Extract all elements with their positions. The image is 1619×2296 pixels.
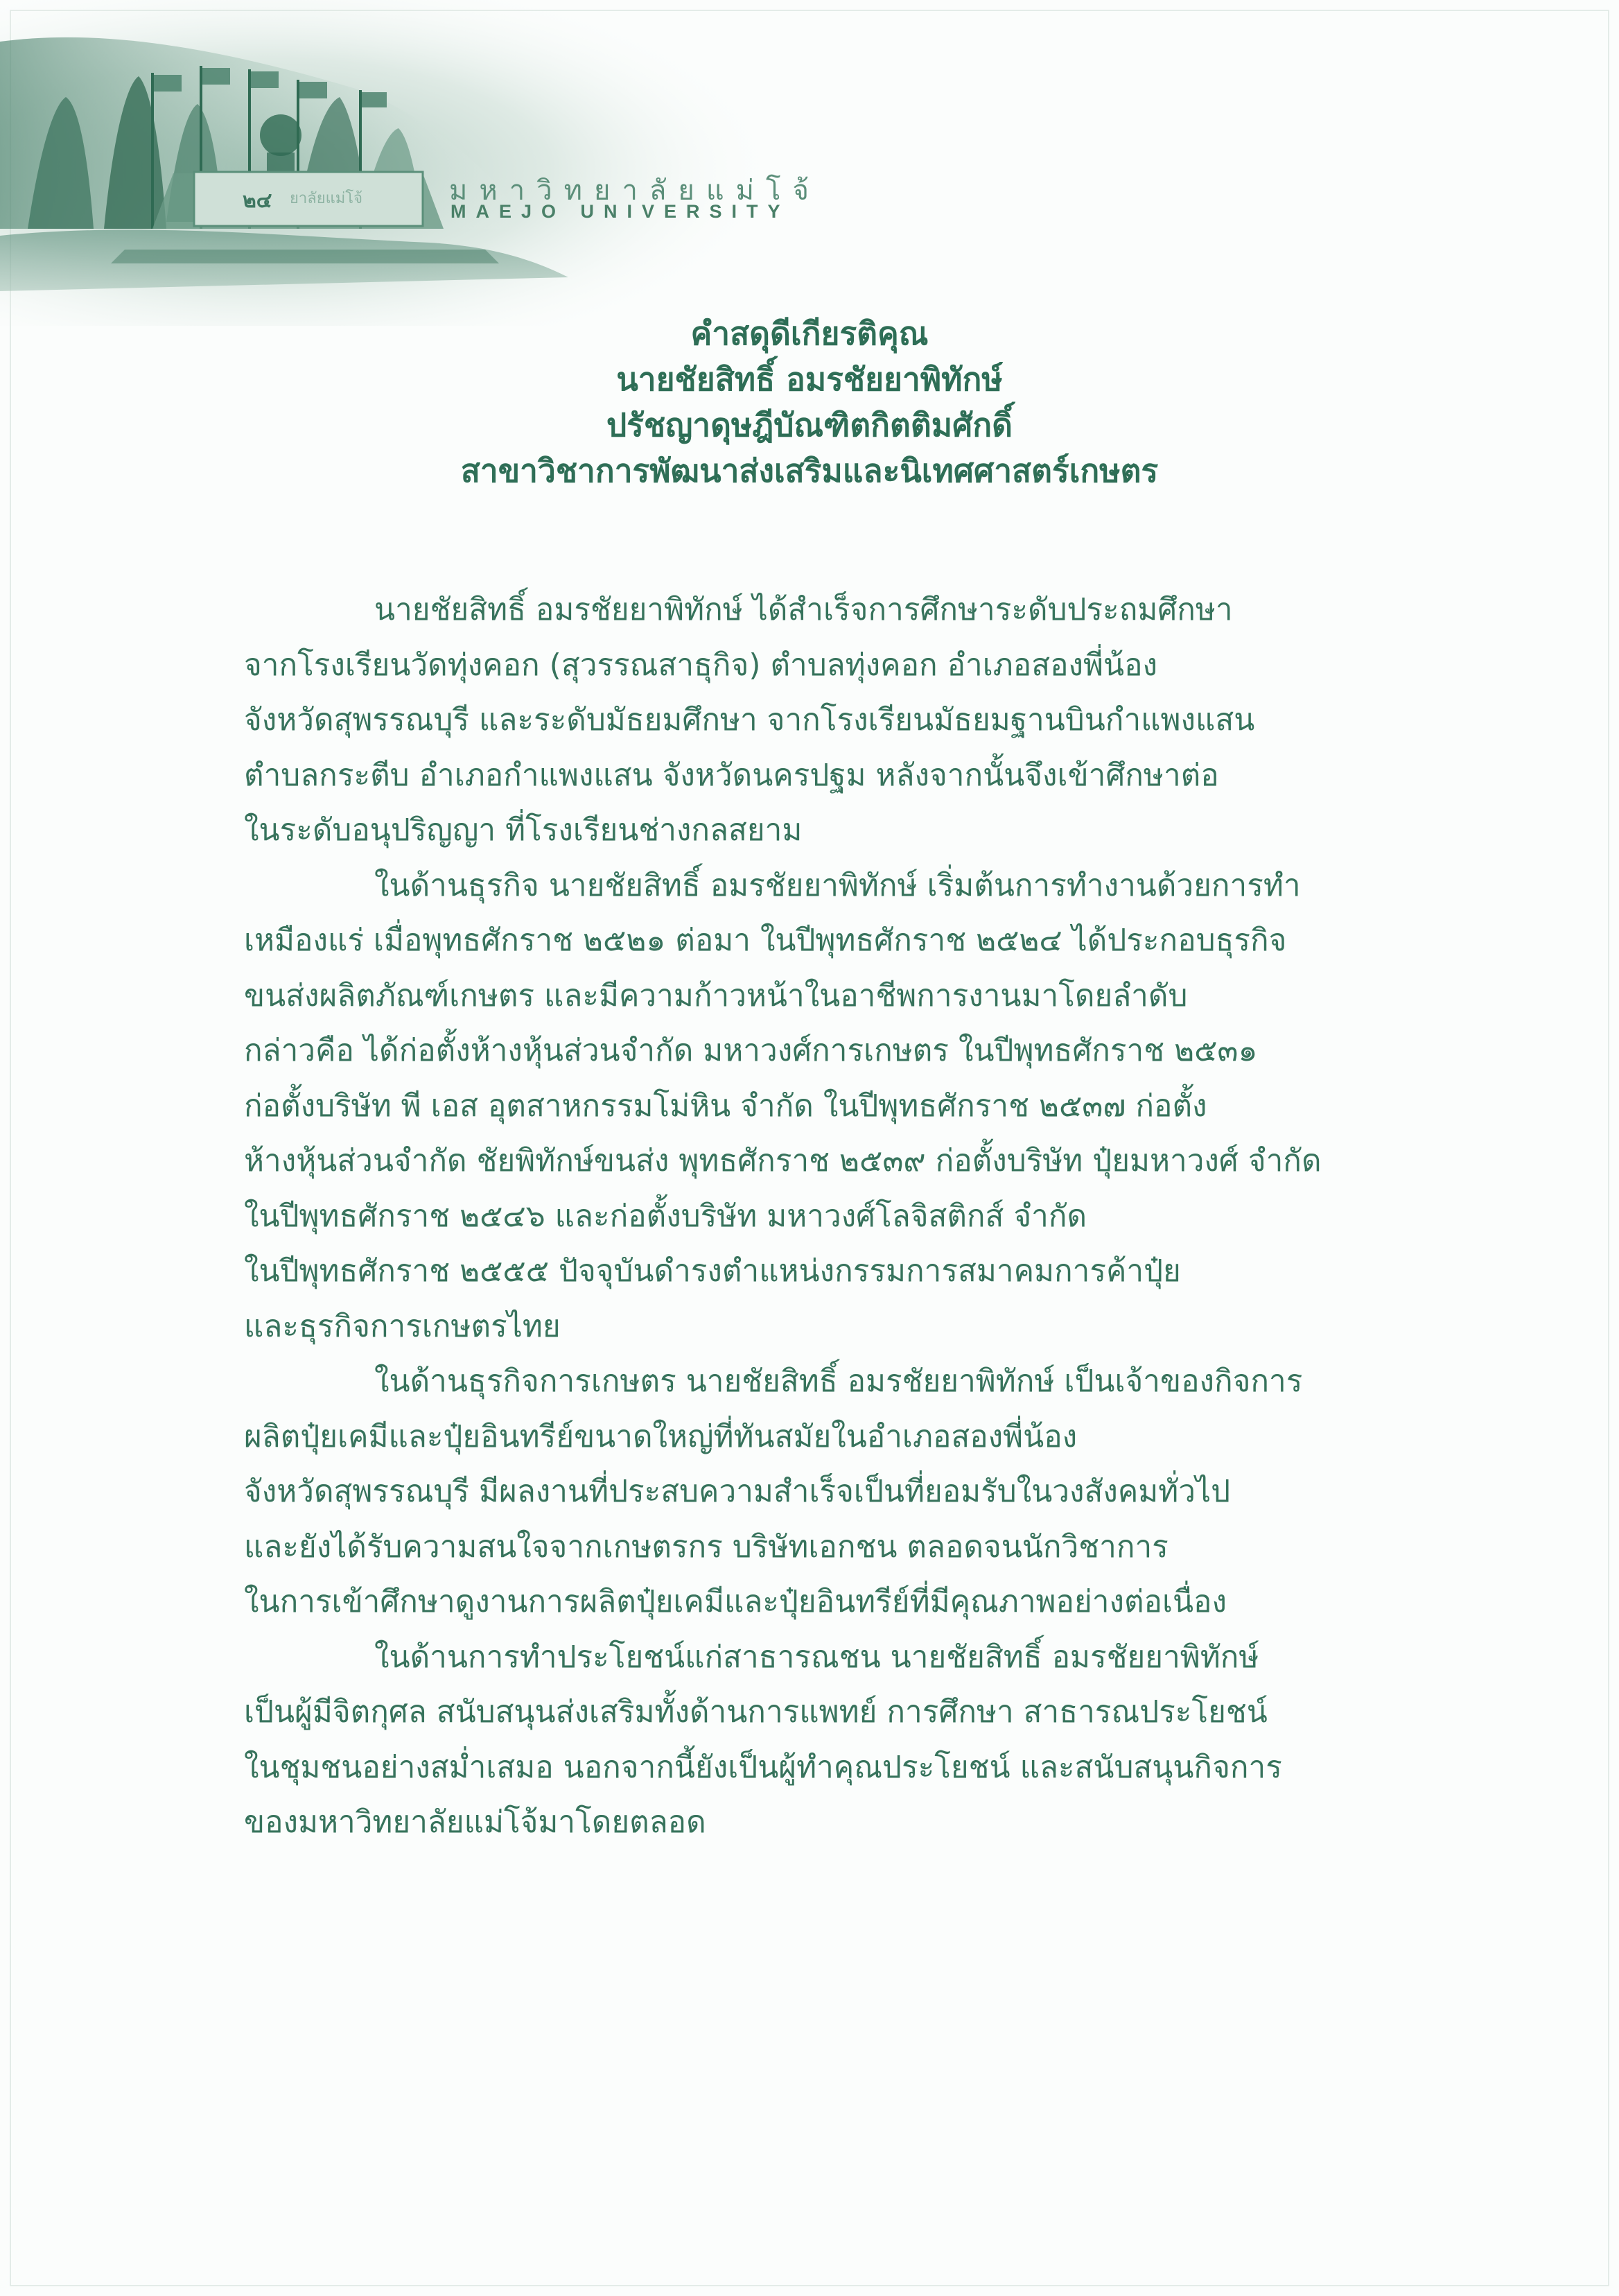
university-name-thai: มหาวิทยาลัยแม่โจ้ (449, 175, 821, 207)
body-line: จังหวัดสุพรรณบุรี และระดับมัธยมศึกษา จากโรงเรียนมัธยมฐานบินกำแพงแสน (244, 702, 1255, 738)
body-line: นายชัยสิทธิ์ อมรชัยยาพิทักษ์ ได้สำเร็จการศึกษาระดับประถมศึกษา (374, 592, 1233, 627)
body-line: ในด้านธุรกิจการเกษตร นายชัยสิทธิ์ อมรชัยยาพิทักษ์ เป็นเจ้าของกิจการ (374, 1364, 1303, 1399)
honoree-name: นายชัยสิทธิ์ อมรชัยยาพิทักษ์ (616, 360, 1003, 398)
university-name-english: MAEJO UNIVERSITY (450, 201, 790, 222)
document-title (0, 311, 1619, 494)
body-line: ผลิตปุ๋ยเคมีและปุ๋ยอินทรีย์ขนาดใหญ่ที่ทันสมัยในอำเภอสองพี่น้อง (244, 1418, 1078, 1454)
body-line: ขนส่งผลิตภัณฑ์เกษตร และมีความก้าวหน้าในอาชีพการงานมาโดยลำดับ (244, 977, 1188, 1014)
university-landmark-image (0, 0, 832, 326)
body-line: ก่อตั้งบริษัท พี เอส อุตสาหกรรมโม่หิน จำกัด ในปีพุทธศักราช ๒๕๓๗ ก่อตั้ง (244, 1088, 1207, 1124)
degree-name: ปรัชญาดุษฎีบัณฑิตกิตติมศักดิ์ (606, 406, 1013, 444)
body-line: ในด้านการทำประโยชน์แก่สาธารณชน นายชัยสิทธิ์ อมรชัยยาพิทักษ์ (374, 1639, 1259, 1675)
sign-text: ยาลัยแม่โจ้ (290, 190, 363, 207)
body-line: ในปีพุทธศักราช ๒๕๕๕ ปัจจุบันดำรงตำแหน่งกรรมการสมาคมการค้าปุ๋ย (244, 1253, 1181, 1289)
body-line: ในปีพุทธศักราช ๒๕๔๖ และก่อตั้งบริษัท มหาวงศ์โลจิสติกส์ จำกัด (244, 1198, 1087, 1234)
body-line: กล่าวคือ ได้ก่อตั้งห้างหุ้นส่วนจำกัด มหาวงศ์การเกษตร ในปีพุทธศักราช ๒๕๓๑ (244, 1033, 1258, 1068)
field-of-study: สาขาวิชาการพัฒนาส่งเสริมและนิเทศศาสตร์เกษตร (460, 452, 1159, 489)
letterhead (0, 0, 832, 326)
body-line: ของมหาวิทยาลัยแม่โจ้มาโดยตลอด (244, 1804, 706, 1840)
body-line: ห้างหุ้นส่วนจำกัด ชัยพิทักษ์ขนส่ง พุทธศักราช ๒๕๓๙ ก่อตั้งบริษัท ปุ๋ยมหาวงศ์ จำกัด (244, 1143, 1322, 1179)
title-heading: คำสดุดีเกียรติคุณ (690, 315, 929, 352)
body-line: จากโรงเรียนวัดทุ่งคอก (สุวรรณสาธุกิจ) ตำบลทุ่งคอก อำเภอสองพี่น้อง (244, 647, 1157, 683)
body-line: จังหวัดสุพรรณบุรี มีผลงานที่ประสบความสำเร็จเป็นที่ยอมรับในวงสังคมทั่วไป (244, 1474, 1231, 1509)
body-line: ในระดับอนุปริญญา ที่โรงเรียนช่างกลสยาม (244, 812, 803, 848)
body-line: ตำบลกระตีบ อำเภอกำแพงแสน จังหวัดนครปฐม หลังจากนั้นจึงเข้าศึกษาต่อ (244, 757, 1219, 793)
body-line: ในชุมชนอย่างสม่ำเสมอ นอกจากนี้ยังเป็นผู้ทำคุณประโยชน์ และสนับสนุนกิจการ (244, 1749, 1282, 1785)
body-line: ในด้านธุรกิจ นายชัยสิทธิ์ อมรชัยยาพิทักษ์ เริ่มต้นการทำงานด้วยการทำ (374, 867, 1301, 903)
citation-body (244, 582, 1450, 1850)
body-line: ในการเข้าศึกษาดูงานการผลิตปุ๋ยเคมีและปุ๋ยอินทรีย์ที่มีคุณภาพอย่างต่อเนื่อง (244, 1584, 1227, 1619)
body-line: และธุรกิจการเกษตรไทย (244, 1308, 561, 1344)
body-line: เหมืองแร่ เมื่อพุทธศักราช ๒๕๒๑ ต่อมา ในปีพุทธศักราช ๒๕๒๔ ได้ประกอบธุรกิจ (244, 923, 1287, 958)
body-line: และยังได้รับความสนใจจากเกษตรกร บริษัทเอกชน ตลอดจนนักวิชาการ (244, 1529, 1169, 1565)
sign-number: ๒๔ (243, 189, 272, 213)
body-line: เป็นผู้มีจิตกุศล สนับสนุนส่งเสริมทั้งด้านการแพทย์ การศึกษา สาธารณประโยชน์ (244, 1694, 1268, 1730)
